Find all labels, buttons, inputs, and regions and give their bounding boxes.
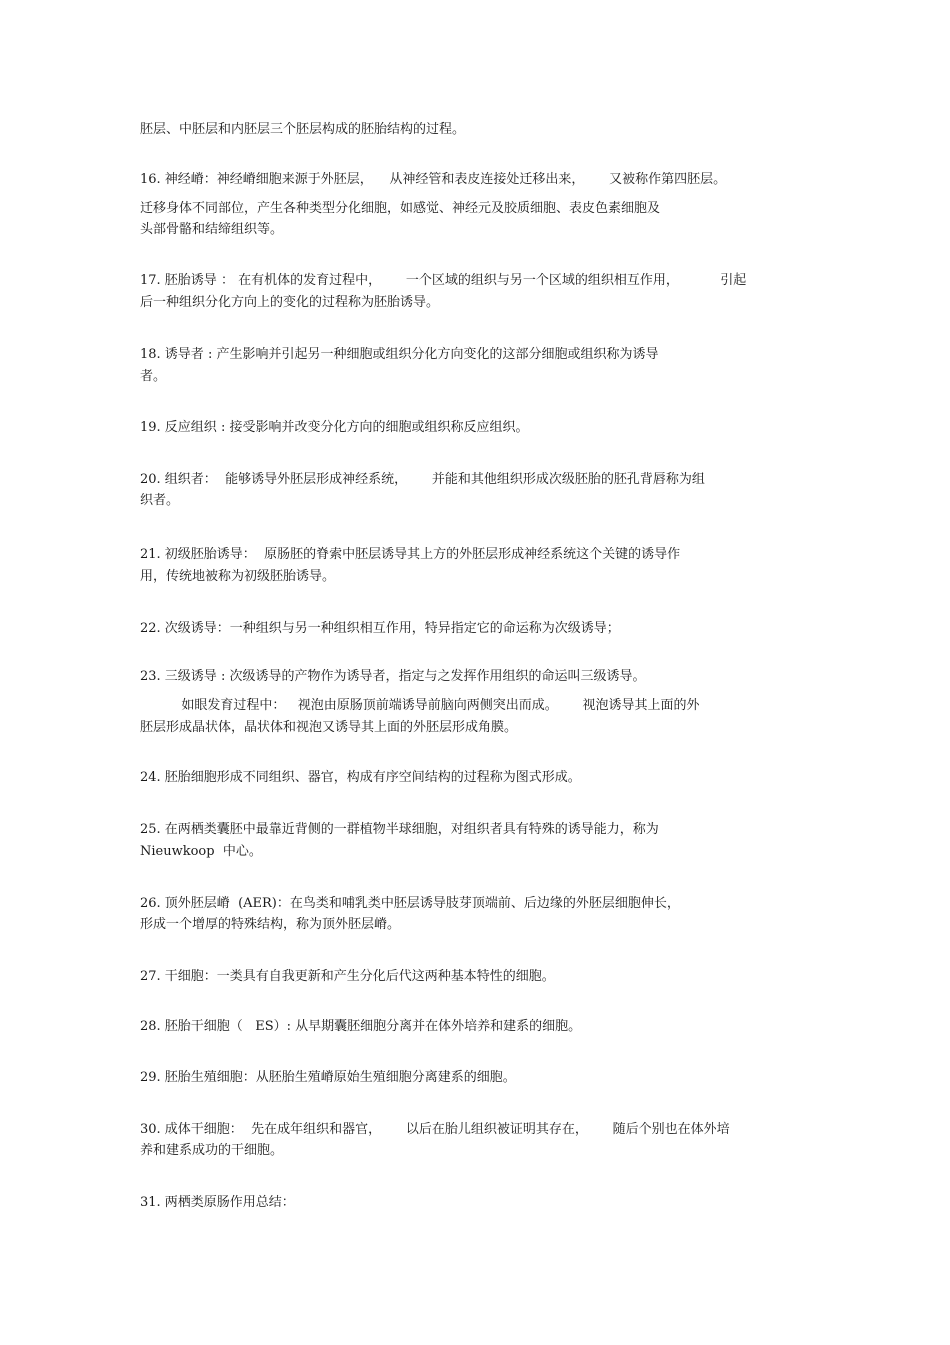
text-line: 21. 初级胚胎诱导： 原肠胚的脊索中胚层诱导其上方的外胚层形成神经系统这个关键的诱导作 [140, 547, 681, 562]
text-line: 18. 诱导者 : 产生影响并引起另一种细胞或组织分化方向变化的这部分细胞或组织称为诱导 [140, 347, 659, 362]
text-line: 迁移身体不同部位，产生各种类型分化细胞，如感觉、神经元及胶质细胞、表皮色素细胞及 [140, 201, 661, 216]
text-line: 织者。 [140, 493, 180, 508]
text-line: 头部骨骼和结缔组织等。 [140, 222, 284, 237]
text-line: 30. 成体干细胞： 先在成年组织和器官， 以后在胎儿组织被证明其存在， 随后个别也在体外培 [140, 1122, 730, 1137]
text-line: Nieuwkoop 中心。 [140, 844, 262, 859]
text-line: 24. 胚胎细胞形成不同组织、器官，构成有序空间结构的过程称为图式形成。 [140, 770, 581, 785]
text-line: 23. 三级诱导 : 次级诱导的产物作为诱导者，指定与之发挥作用组织的命运叫三级诱导。 [140, 669, 646, 684]
text-line: 16. 神经嵴：神经嵴细胞来源于外胚层， 从神经管和表皮连接处迁移出来， 又被称作第四胚层。 [140, 172, 727, 187]
text-line: 31. 两栖类原肠作用总结： [140, 1195, 295, 1210]
text-line: 20. 组织者： 能够诱导外胚层形成神经系统， 并能和其他组织形成次级胚胎的胚孔背唇称为组 [140, 472, 705, 487]
text-line: 后一种组织分化方向上的变化的过程称为胚胎诱导。 [140, 295, 440, 310]
text-line: 如眼发育过程中： 视泡由原肠顶前端诱导前脑向两侧突出而成。 视泡诱导其上面的外 [140, 698, 700, 713]
text-line: 17. 胚胎诱导 ： 在有机体的发育过程中， 一个区域的组织与另一个区域的组织相互作用， 引起 [140, 273, 747, 288]
text-line: 胚层、中胚层和内胚层三个胚层构成的胚胎结构的过程。 [140, 122, 466, 137]
text-line: 25. 在两栖类囊胚中最靠近背侧的一群植物半球细胞，对组织者具有特殊的诱导能力，称为 [140, 822, 659, 837]
text-line: 27. 干细胞：一类具有自我更新和产生分化后代这两种基本特性的细胞。 [140, 969, 555, 984]
text-line: 22. 次级诱导：一种组织与另一种组织相互作用，特异指定它的命运称为次级诱导； [140, 621, 620, 636]
text-line: 28. 胚胎干细胞（ ES）: 从早期囊胚细胞分离并在体外培养和建系的细胞。 [140, 1019, 582, 1034]
text-line: 养和建系成功的干细胞。 [140, 1143, 284, 1158]
text-line: 26. 顶外胚层嵴 (AER)：在鸟类和哺乳类中胚层诱导肢芽顶端前、后边缘的外胚层细胞伸长， [140, 896, 680, 911]
text-line: 19. 反应组织 : 接受影响并改变分化方向的细胞或组织称反应组织。 [140, 420, 529, 435]
text-line: 用，传统地被称为初级胚胎诱导。 [140, 569, 336, 584]
text-line: 者。 [140, 369, 167, 384]
text-line: 胚层形成晶状体，晶状体和视泡又诱导其上面的外胚层形成角膜。 [140, 720, 518, 735]
text-line: 形成一个增厚的特殊结构，称为顶外胚层嵴。 [140, 917, 401, 932]
text-line: 29. 胚胎生殖细胞：从胚胎生殖嵴原始生殖细胞分离建系的细胞。 [140, 1070, 516, 1085]
